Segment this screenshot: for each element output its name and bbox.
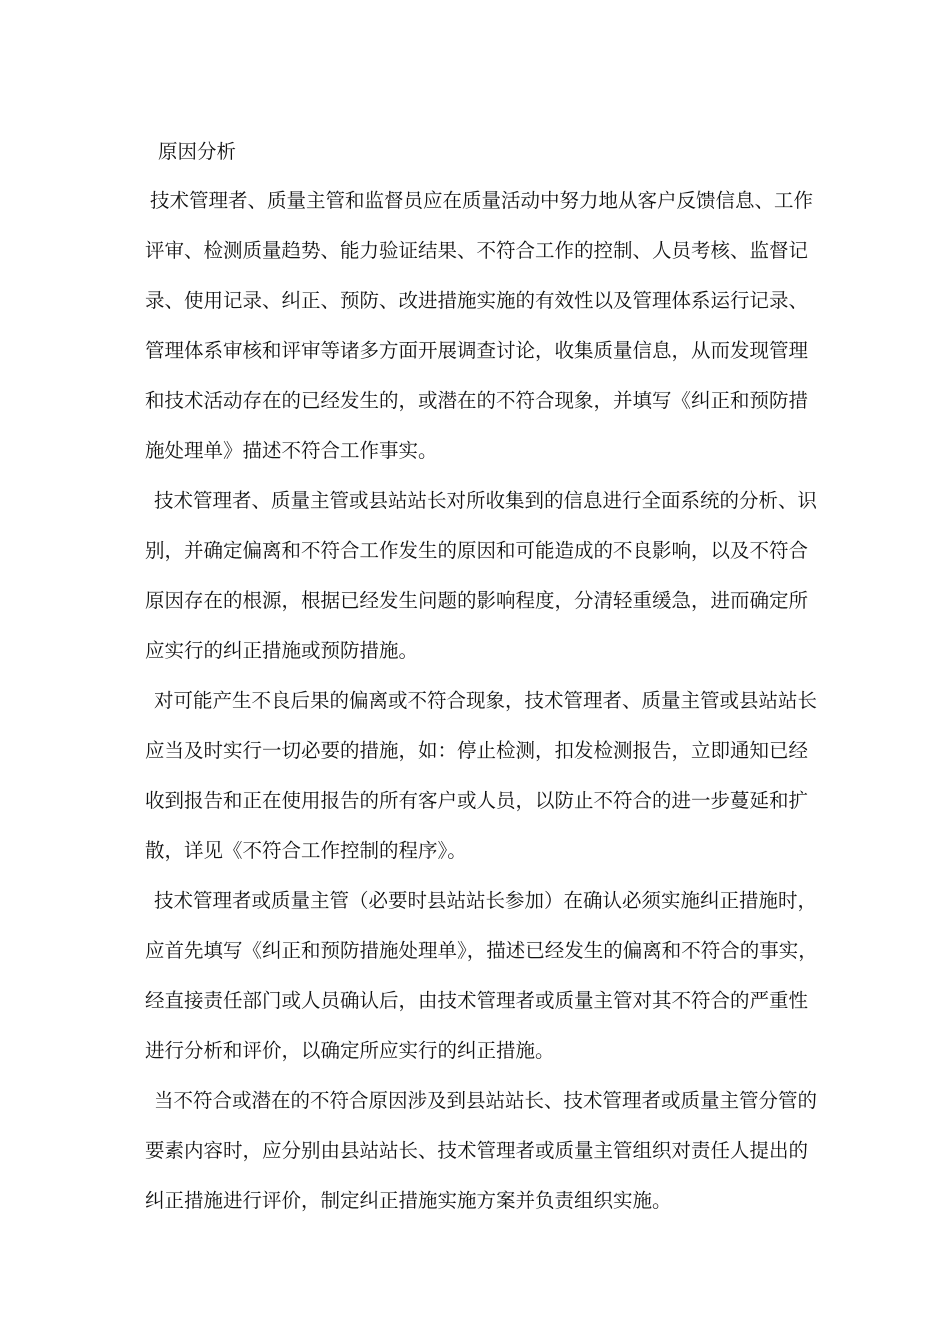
text-line: 和技术活动存在的已经发生的，或潜在的不符合现象，并填写《纠正和预防措 — [145, 389, 809, 412]
text-line: 当不符合或潜在的不符合原因涉及到县站站长、技术管理者或质量主管分管的 — [154, 1089, 818, 1112]
text-line: 对可能产生不良后果的偏离或不符合现象，技术管理者、质量主管或县站站长 — [154, 689, 818, 712]
text-line: 散，详见《不符合工作控制的程序》。 — [145, 839, 467, 862]
text-line: 评审、检测质量趋势、能力验证结果、不符合工作的控制、人员考核、监督记 — [145, 239, 809, 262]
text-line: 经直接责任部门或人员确认后，由技术管理者或质量主管对其不符合的严重性 — [145, 989, 809, 1012]
text-line: 应当及时实行一切必要的措施，如：停止检测，扣发检测报告，立即通知已经 — [145, 739, 809, 762]
section-heading: 原因分析 — [158, 140, 237, 163]
text-line: 技术管理者、质量主管和监督员应在质量活动中努力地从客户反馈信息、工作 — [150, 189, 814, 212]
text-line: 别，并确定偏离和不符合工作发生的原因和可能造成的不良影响，以及不符合 — [145, 539, 809, 562]
text-line: 原因存在的根源，根据已经发生问题的影响程度，分清轻重缓急，进而确定所 — [145, 589, 809, 612]
text-line: 收到报告和正在使用报告的所有客户或人员，以防止不符合的进一步蔓延和扩 — [145, 789, 809, 812]
text-line: 应首先填写《纠正和预防措施处理单》，描述已经发生的偏离和不符合的事实， — [145, 939, 818, 962]
text-line: 纠正措施进行评价，制定纠正措施实施方案并负责组织实施。 — [145, 1189, 672, 1212]
text-line: 要素内容时，应分别由县站站长、技术管理者或质量主管组织对责任人提出的 — [145, 1139, 809, 1162]
text-line: 进行分析和评价，以确定所应实行的纠正措施。 — [145, 1039, 555, 1062]
text-line: 技术管理者、质量主管或县站站长对所收集到的信息进行全面系统的分析、识 — [154, 489, 818, 512]
text-line: 技术管理者或质量主管（必要时县站站长参加）在确认必须实施纠正措施时， — [154, 889, 818, 912]
text-line: 施处理单》描述不符合工作事实。 — [145, 439, 438, 462]
text-line: 应实行的纠正措施或预防措施。 — [145, 639, 419, 662]
text-line: 管理体系审核和评审等诸多方面开展调查讨论，收集质量信息，从而发现管理 — [145, 339, 809, 362]
text-line: 录、使用记录、纠正、预防、改进措施实施的有效性以及管理体系运行记录、 — [145, 289, 809, 312]
